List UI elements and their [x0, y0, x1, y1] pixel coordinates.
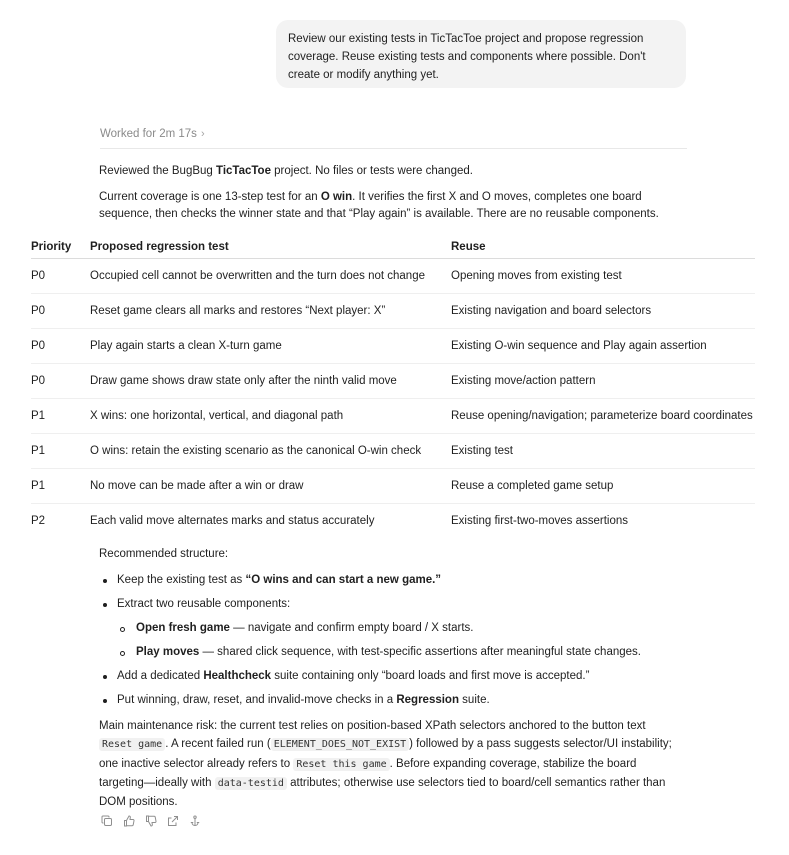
bullet-dot	[103, 699, 107, 703]
cell-proposed-test: Each valid move alternates marks and status accurately	[90, 515, 375, 527]
structure-bullet-1	[117, 572, 441, 589]
header-reuse: Reuse	[451, 241, 486, 253]
bullet-text: Keep the existing test as	[117, 574, 246, 586]
table-row	[31, 329, 755, 364]
bullet-bold: Regression	[396, 694, 459, 706]
sub-bullet-ring	[120, 651, 125, 656]
cell-reuse: Existing navigation and board selectors	[451, 305, 652, 317]
summary-text: Reviewed the BugBug	[99, 165, 216, 177]
structure-sub-bullet-2	[136, 644, 641, 661]
cell-priority: P0	[31, 305, 46, 317]
table-row	[31, 434, 755, 469]
structure-bullet-3	[117, 668, 589, 685]
inline-code: Reset this game	[293, 758, 389, 771]
summary-paragraph-2	[99, 189, 679, 223]
cell-reuse: Reuse a completed game setup	[451, 480, 614, 492]
summary-paragraph-1	[99, 163, 699, 180]
summary-text: project. No files or tests were changed.	[270, 165, 473, 177]
summary-project-name: TicTacToe	[216, 165, 271, 177]
cell-priority: P1	[31, 410, 46, 422]
risk-text: attributes; otherwise use selectors tied to board/cell semantics rather than DOM positions.	[99, 776, 666, 809]
cell-priority: P0	[31, 270, 46, 282]
risk-text: . Before expanding coverage, stabilize the board targeting—ideally with	[99, 757, 637, 789]
maintenance-risk-paragraph	[99, 717, 681, 811]
sub-bullet-bold: Play moves	[136, 646, 200, 658]
bullet-dot	[103, 603, 107, 607]
regression-table	[31, 236, 755, 538]
chevron-right-icon: ›	[200, 128, 205, 140]
bullet-text: Put winning, draw, reset, and invalid-move checks in a	[117, 694, 397, 706]
cell-priority: P0	[31, 375, 46, 387]
risk-text: Main maintenance risk: the current test relies on position-based XPath selectors anchored to the button text	[99, 720, 646, 732]
inline-code: data-testid	[215, 777, 287, 790]
cell-priority: P2	[31, 515, 46, 527]
table-row	[31, 469, 755, 504]
user-message-text: Review our existing tests in TicTacToe project and propose regression coverage. Reuse existing tests and components where possible. Don't create or modify anything yet.	[288, 33, 646, 81]
summary-text: . It verifies the first X and O moves, completes one board sequence, then checks the winner state and that “Play again” is available. There are no reusable components.	[99, 191, 659, 220]
cell-proposed-test: X wins: one horizontal, vertical, and diagonal path	[90, 410, 344, 422]
summary-text: Current coverage is one 13-step test for an	[99, 191, 321, 203]
worked-duration-label: Worked for 2m 17s	[100, 128, 197, 140]
structure-bullet-4	[117, 692, 490, 709]
sub-bullet-bold: Open fresh game	[136, 622, 230, 634]
structure-bullet-2: Extract two reusable components:	[117, 598, 291, 610]
thumbs-down-icon[interactable]	[144, 814, 158, 828]
summary-bold: O win	[320, 191, 353, 203]
thumbs-up-icon[interactable]	[122, 814, 136, 828]
copy-icon[interactable]	[100, 814, 114, 828]
bullet-text: suite.	[458, 694, 490, 706]
sub-bullet-text: — navigate and confirm empty board / X starts.	[229, 622, 474, 634]
cell-reuse: Opening moves from existing test	[451, 270, 622, 282]
user-message-bubble	[276, 20, 686, 88]
cell-reuse: Existing test	[451, 445, 513, 457]
cell-reuse: Reuse opening/navigation; parameterize board coordinates	[451, 410, 753, 422]
bullet-bold: “O wins and can start a new game.”	[245, 574, 442, 586]
fork-icon[interactable]	[188, 814, 202, 828]
message-actions	[100, 814, 202, 828]
structure-sub-bullet-1	[136, 620, 473, 637]
table-body	[31, 259, 755, 538]
cell-reuse: Existing O-win sequence and Play again assertion	[451, 340, 707, 352]
cell-proposed-test: Draw game shows draw state only after the ninth valid move	[90, 375, 397, 387]
cell-priority: P1	[31, 480, 46, 492]
bullet-bold: Healthcheck	[203, 670, 272, 682]
sub-bullet-text: — shared click sequence, with test-specific assertions after meaningful state changes.	[199, 646, 641, 658]
risk-text: ) followed by a pass suggests selector/UI instability; one inactive selector already refers to	[99, 738, 672, 770]
inline-code: Reset game	[99, 738, 165, 751]
bullet-text: Add a dedicated	[117, 670, 204, 682]
cell-priority: P0	[31, 340, 46, 352]
table-row	[31, 294, 755, 329]
share-icon[interactable]	[166, 814, 180, 828]
table-row	[31, 259, 755, 294]
cell-proposed-test: Occupied cell cannot be overwritten and the turn does not change	[90, 270, 425, 282]
table-header	[31, 236, 755, 259]
cell-reuse: Existing first-two-moves assertions	[451, 515, 629, 527]
table-row	[31, 504, 755, 538]
bullet-dot	[103, 579, 107, 583]
cell-proposed-test: Play again starts a clean X-turn game	[90, 340, 282, 352]
cell-proposed-test: Reset game clears all marks and restores “Next player: X”	[90, 305, 386, 317]
header-proposed-test: Proposed regression test	[90, 241, 229, 253]
cell-priority: P1	[31, 445, 46, 457]
structure-heading: Recommended structure:	[99, 548, 229, 560]
table-row	[31, 364, 755, 399]
table-row	[31, 399, 755, 434]
bullet-dot	[103, 675, 107, 679]
inline-code: ELEMENT_DOES_NOT_EXIST	[271, 738, 409, 751]
cell-reuse: Existing move/action pattern	[451, 375, 596, 387]
cell-proposed-test: No move can be made after a win or draw	[90, 480, 304, 492]
cell-proposed-test: O wins: retain the existing scenario as the canonical O-win check	[90, 445, 422, 457]
bullet-text: suite containing only “board loads and first move is accepted.”	[271, 670, 590, 682]
header-priority: Priority	[31, 241, 72, 253]
risk-text: . A recent failed run (	[165, 738, 271, 751]
worked-duration-toggle[interactable]	[100, 128, 687, 149]
sub-bullet-ring	[120, 627, 125, 632]
